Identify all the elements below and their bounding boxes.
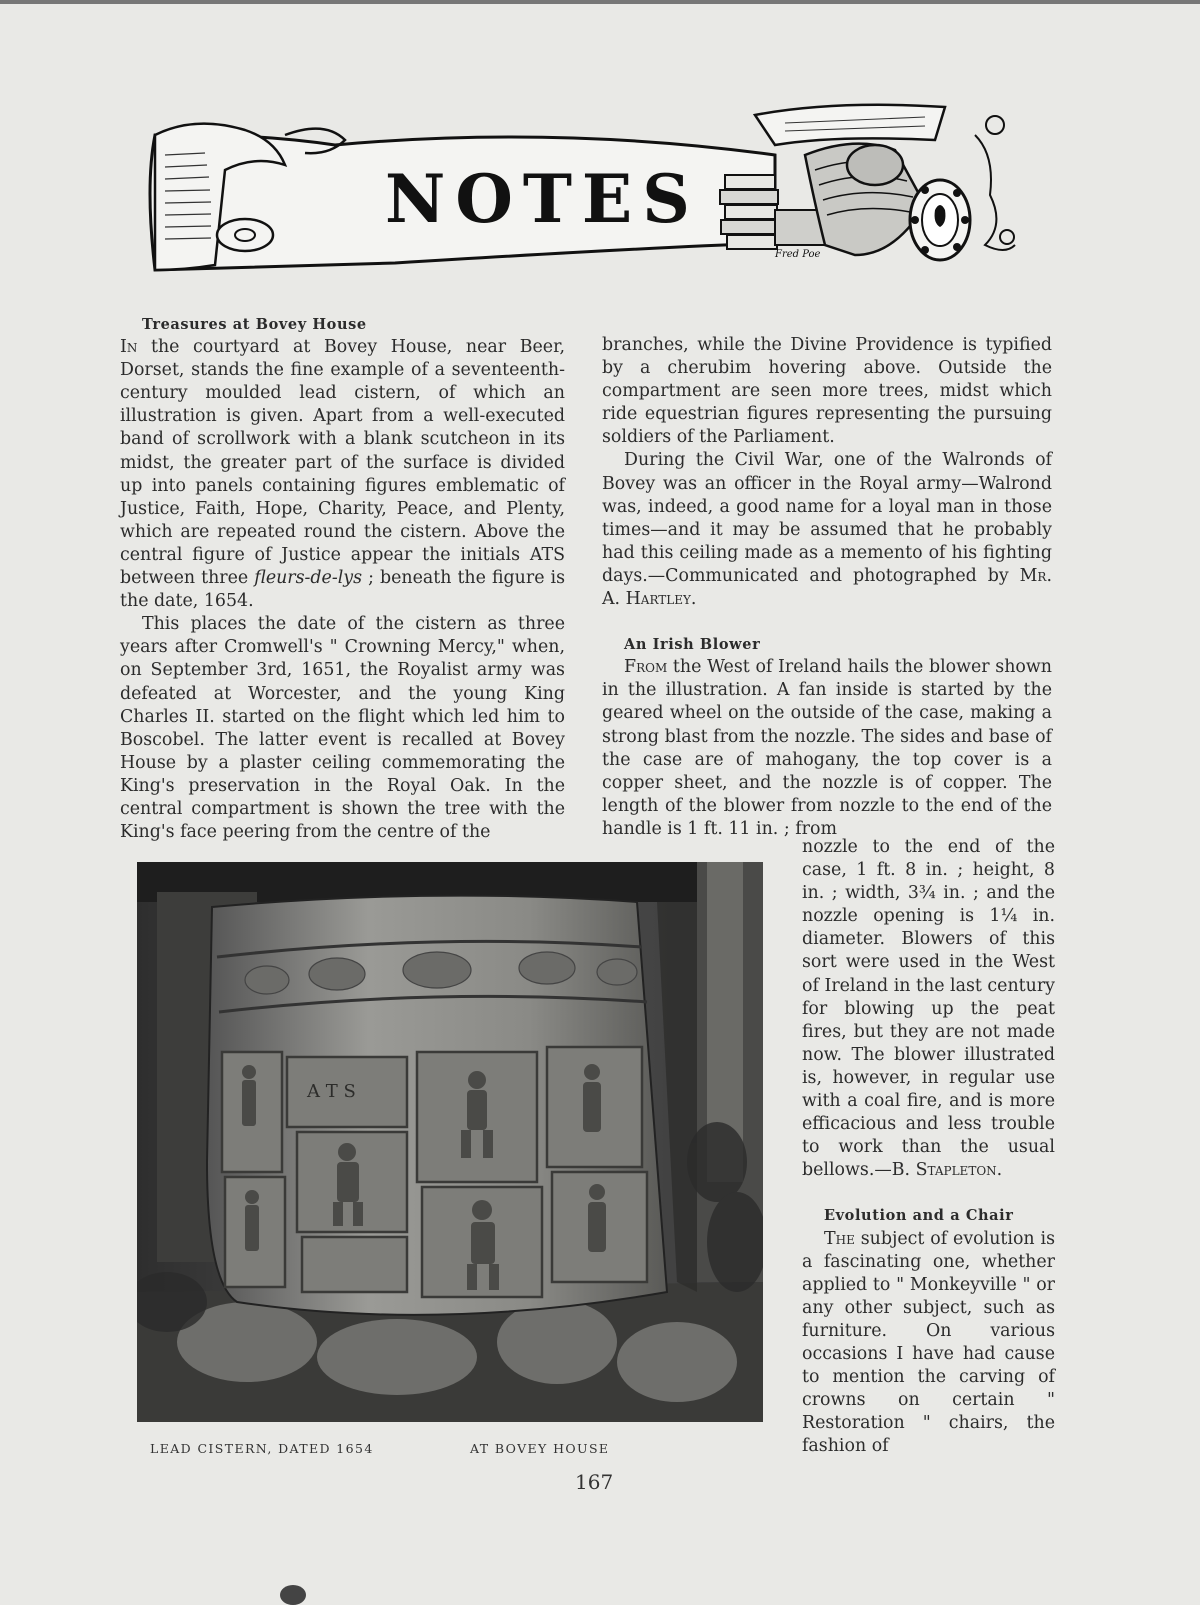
section-title: NOTES — [385, 160, 700, 238]
article-paragraph — [802, 1228, 1055, 1459]
paragraph-text: between three — [120, 568, 255, 589]
cistern-photograph — [137, 862, 763, 1422]
cistern-panel-initials: A T S — [307, 1081, 356, 1102]
article-heading-irish-blower: An Irish Blower — [624, 636, 761, 654]
article-heading-evolution-chair: Evolution and a Chair — [824, 1207, 1014, 1225]
paragraph-text: the courtyard at Bovey House, near Beer, Dorset, stands the fine example of a seventeenth-century moulded lead cistern, of which an illustration is given. Apart from a well-executed band of scrollwork with a blank scutcheon in its midst, the greater part of the surface is divided up into panels containing figures emblematic of Justice, Faith, Hope, Charity, Peace, and Plenty, which are repeated round the cistern. Above the central figure of Justice appear the initials — [120, 337, 565, 565]
drop-word: In — [120, 337, 138, 358]
paragraph-text: nozzle to the end of the case, 1 ft. 8 in. ; height, 8 in. ; width, 3¾ in. ; and the nozzle opening is 1¼ in. diameter. Blowers of this sort were used in the West of Ireland in the last century for blowing up the peat fires, but they are not made now. The blower illustrated is, however, in regular use with a coal fire, and is more efficacious and less trouble to work than the usual bellows.— — [802, 837, 1055, 1181]
drop-word: From — [624, 657, 668, 678]
paragraph-text: During the Civil War, one of the Walronds of Bovey was an officer in the Royal army—Walrond was, indeed, a good name for a loyal man in those times—and it may be assumed that he probably had this ceiling made as a memento of his fighting days.—Communicated and photographed by — [602, 450, 1052, 586]
article-paragraph: branches, while the Divine Providence is typified by a cherubim hovering above. Outside the compartment are seen more trees, midst which ride equestrian figures representing the pursuing soldiers of the Parliament. — [602, 335, 1052, 448]
drop-word: The — [824, 1228, 855, 1249]
initials: ATS — [529, 544, 565, 565]
author-credit: Mr. A. Hartley. — [602, 565, 1052, 610]
article-heading-bovey-house: Treasures at Bovey House — [142, 316, 367, 333]
illustrator-signature: Fred Poe — [775, 249, 821, 260]
italic-term: fleurs-de-lys — [254, 568, 363, 589]
photo-caption-right: AT BOVEY HOUSE — [470, 1441, 610, 1456]
article-paragraph — [602, 656, 1052, 841]
article-paragraph — [602, 449, 1052, 611]
article-paragraph: This places the date of the cistern as three years after Cromwell's " Crowning Mercy," when, on September 3rd, 1651, the Royalist army was defeated at Worcester, and the young King Charles II. started on the flight which led him to Boscobel. The latter event is recalled at Bovey House by a plaster ceiling commemorating the King's preservation in the Royal Oak. In the central compartment is shown the tree with the King's face peering from the centre of the — [120, 614, 565, 843]
paragraph-text: ; beneath the figure is the date, 1654. — [120, 568, 565, 612]
paragraph-text: subject of evolution is a fascinating one, whether applied to " Monkeyville " or any other subject, such as furniture. On various occasions I have had cause to mention the carving of crowns on certain " Restoration " chairs, the fashion of — [802, 1228, 1055, 1457]
article-paragraph — [120, 336, 565, 613]
paragraph-text: the West of Ireland hails the blower shown in the illustration. A fan inside is started by the geared wheel on the outside of the case, making a strong blast from the nozzle. The sides and base of the case are of mahogany, the top cover is a copper sheet, and the nozzle is of copper. The length of the blower from nozzle to the end of the handle is 1 ft. 11 in. ; from — [602, 657, 1052, 839]
page-top-edge — [0, 0, 1200, 4]
lead-cistern-photo — [137, 862, 763, 1422]
print-smudge — [280, 1585, 306, 1605]
article-column-right-narrow — [802, 836, 1055, 1458]
photo-caption-left: LEAD CISTERN, DATED 1654 — [150, 1441, 374, 1456]
page-number: 167 — [575, 1470, 614, 1494]
article-column-right — [602, 334, 1052, 841]
article-column-left — [120, 313, 565, 844]
article-paragraph — [802, 836, 1055, 1182]
author-credit: B. Stapleton. — [891, 1160, 1003, 1181]
